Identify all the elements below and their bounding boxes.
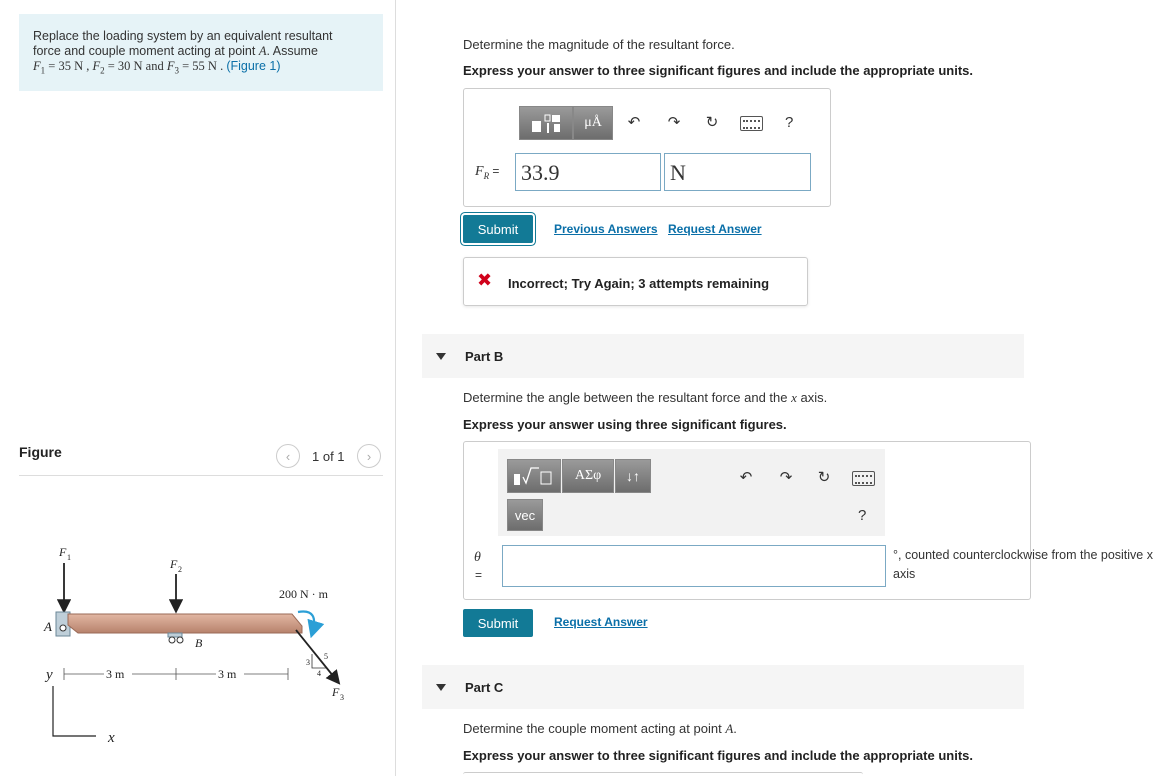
fr-value-input[interactable]: 33.9 xyxy=(515,153,661,191)
sort-arrows-button[interactable]: ↓↑ xyxy=(615,459,651,493)
problem-line-2: force and couple moment acting at point xyxy=(33,44,259,58)
x-axis-label: x xyxy=(108,730,115,746)
templates-icon xyxy=(529,112,563,134)
figure-link[interactable]: (Figure 1) xyxy=(226,59,281,73)
fr-units-input[interactable]: N xyxy=(664,153,811,191)
f3-label: F xyxy=(332,685,340,699)
panel-divider xyxy=(395,0,396,776)
part-b-question-text: Determine the angle between the resultant force and the xyxy=(463,390,792,405)
vec-button[interactable]: vec xyxy=(507,499,543,531)
f2-label: F xyxy=(170,557,178,571)
f1-label-sub: 1 xyxy=(67,553,71,562)
part-c-header[interactable] xyxy=(422,665,1024,709)
part-b-request-answer-link[interactable]: Request Answer xyxy=(554,615,648,629)
roller-plate-b xyxy=(168,633,182,637)
slope-label-4: 4 xyxy=(317,669,321,678)
templates-button[interactable] xyxy=(519,106,573,140)
part-b-title: Part B xyxy=(465,349,504,364)
theta-unit-text: °, counted counterclockwise from the positive x xyxy=(893,548,1153,562)
units-button[interactable]: μÅ xyxy=(573,106,613,140)
dimension-label-2: 3 m xyxy=(218,667,237,681)
point-a-symbol: A xyxy=(258,44,267,58)
f1-symbol: F xyxy=(33,59,41,73)
fr-symbol: F xyxy=(475,164,484,179)
theta-unit-axis: axis xyxy=(893,567,916,581)
templates-radical-icon xyxy=(511,465,557,487)
keyboard-icon-b[interactable] xyxy=(852,471,875,486)
templates-radical-button[interactable] xyxy=(507,459,561,493)
figure-pager-count: 1 of 1 xyxy=(312,449,345,464)
part-a-instruction: Express your answer to three significant figures and include the appropriate units. xyxy=(463,63,973,78)
f1-label: F xyxy=(59,545,67,559)
f2-subscript: 2 xyxy=(100,65,105,76)
part-c-title: Part C xyxy=(465,680,504,695)
greek-symbols-button[interactable]: ΑΣφ xyxy=(562,459,614,493)
f2-value: = 30 N and xyxy=(104,59,167,73)
dimension-label-1: 3 m xyxy=(106,667,125,681)
previous-answers-link[interactable]: Previous Answers xyxy=(554,222,658,236)
point-b-label: B xyxy=(195,636,203,650)
pin-a xyxy=(60,625,66,631)
figure-prev-button[interactable] xyxy=(276,444,300,468)
fr-subscript: R xyxy=(483,170,490,181)
f2-symbol: F xyxy=(92,59,101,73)
f1-value: = 35 N , xyxy=(45,59,93,73)
slope-label-3: 3 xyxy=(306,658,310,667)
part-b-question-end: axis. xyxy=(796,390,828,405)
part-c-question-end: . xyxy=(733,721,737,736)
undo-icon-b[interactable]: ↶ xyxy=(739,469,753,486)
part-b-submit-button[interactable]: Submit xyxy=(463,609,533,637)
y-axis-label: y xyxy=(46,667,53,683)
f3-symbol: F xyxy=(166,59,175,73)
keyboard-icon[interactable] xyxy=(740,116,763,131)
part-b-collapse-icon[interactable] xyxy=(436,353,446,360)
help-button-b[interactable]: ? xyxy=(858,507,867,524)
reset-icon-b[interactable]: ↻ xyxy=(817,469,831,486)
theta-equals: = xyxy=(475,568,483,582)
f1-subscript: 1 xyxy=(40,65,46,76)
part-b-x-symbol: x xyxy=(791,390,797,405)
beam xyxy=(68,614,302,633)
chevron-left-icon: ‹ xyxy=(285,448,291,464)
redo-icon-b[interactable]: ↷ xyxy=(779,469,793,486)
part-c-instruction: Express your answer to three significant figures and include the appropriate units. xyxy=(463,748,973,763)
chevron-right-icon: › xyxy=(366,448,372,464)
part-b-instruction: Express your answer using three significant figures. xyxy=(463,417,787,432)
figure-next-button[interactable] xyxy=(357,444,381,468)
f3-label-sub: 3 xyxy=(340,693,344,702)
part-b-header[interactable] xyxy=(422,334,1024,378)
f3-value: = 55 N . xyxy=(179,59,227,73)
feedback-text: Incorrect; Try Again; 3 attempts remaining xyxy=(508,276,770,291)
problem-line-1: Replace the loading system by an equivalent resultant xyxy=(33,29,333,43)
theta-input[interactable] xyxy=(502,545,886,587)
part-c-a-symbol: A xyxy=(725,721,734,736)
figure-divider xyxy=(19,475,383,476)
part-a-request-answer-link[interactable]: Request Answer xyxy=(668,222,762,236)
problem-line-2-end: . Assume xyxy=(266,44,318,58)
f3-subscript: 3 xyxy=(174,65,179,76)
part-c-collapse-icon[interactable] xyxy=(436,684,446,691)
help-button[interactable]: ? xyxy=(785,114,794,131)
problem-statement xyxy=(33,29,363,79)
part-b-question xyxy=(463,390,827,406)
part-a-question: Determine the magnitude of the resultant force. xyxy=(463,37,735,52)
axes xyxy=(53,686,96,736)
part-a-submit-button[interactable]: Submit xyxy=(463,215,533,243)
theta-label: θ xyxy=(474,550,481,565)
part-c-question xyxy=(463,721,737,737)
part-c-answer-box-edge xyxy=(463,772,863,777)
roller-b-1 xyxy=(169,637,175,643)
reset-icon[interactable]: ↻ xyxy=(705,114,719,131)
incorrect-x-icon: ✖ xyxy=(477,270,493,290)
moment-label: 200 N · m xyxy=(279,587,328,601)
fr-variable-label xyxy=(475,164,499,181)
f2-label-sub: 2 xyxy=(178,565,182,574)
figure-title: Figure xyxy=(19,444,62,460)
roller-b-2 xyxy=(177,637,183,643)
part-c-question-text: Determine the couple moment acting at point xyxy=(463,721,726,736)
beam-figure xyxy=(30,536,360,751)
point-a-label: A xyxy=(44,619,52,634)
redo-icon[interactable]: ↷ xyxy=(667,114,681,131)
undo-icon[interactable]: ↶ xyxy=(627,114,641,131)
fr-equals: = xyxy=(489,164,500,178)
slope-label-5: 5 xyxy=(324,652,328,661)
